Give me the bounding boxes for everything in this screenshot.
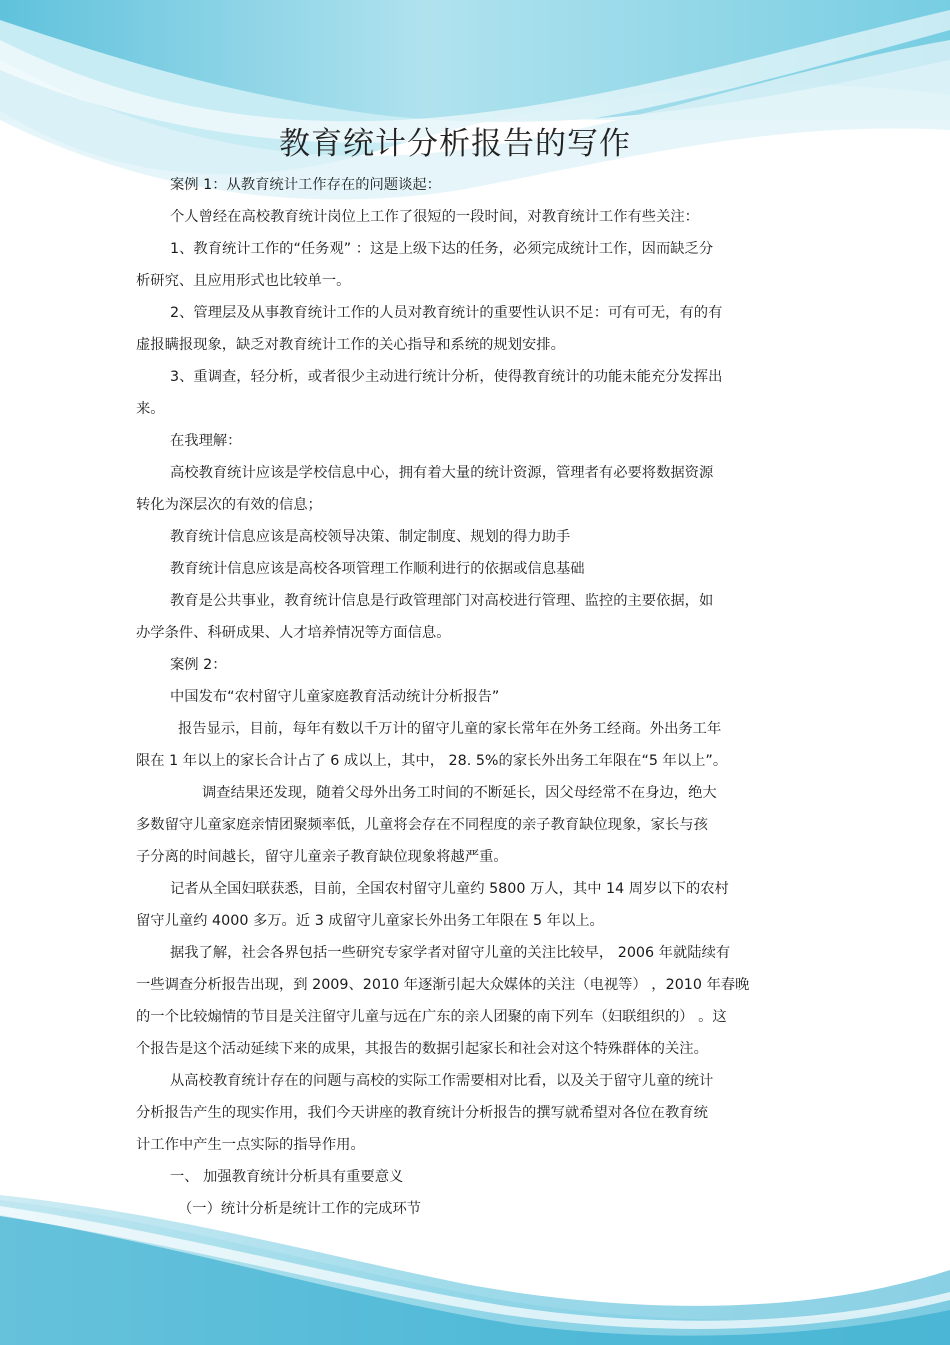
text-line: 多数留守儿童家庭亲情团聚频率低，儿童将会存在不同程度的亲子教育缺位现象，家长与孩 xyxy=(136,817,708,833)
text-line: 3、重调查，轻分析，或者很少主动进行统计分析，使得教育统计的功能未能充分发挥出 xyxy=(170,369,723,385)
text-line: 教育统计信息应该是高校领导决策、制定制度、规划的得力助手 xyxy=(170,529,571,545)
text-line: 教育统计信息应该是高校各项管理工作顺利进行的依据或信息基础 xyxy=(170,561,585,577)
text-line: 子分离的时间越长，留守儿童亲子教育缺位现象将越严重。 xyxy=(136,849,508,865)
top-wave xyxy=(0,0,950,199)
text-line: 2、管理层及从事教育统计工作的人员对教育统计的重要性认识不足：可有可无，有的有 xyxy=(170,305,723,321)
section-heading: 一、 加强教育统计分析具有重要意义 xyxy=(170,1169,404,1185)
text-line: 报告显示，目前，每年有数以千万计的留守儿童的家长常年在外务工经商。外出务工年 xyxy=(178,721,722,737)
text-line: 来。 xyxy=(136,401,165,417)
text-line: 留守儿童约 4000 多万。近 3 成留守儿童家长外出务工年限在 5 年以上。 xyxy=(136,913,604,929)
text-line: 据我了解，社会各界包括一些研究专家学者对留守儿童的关注比较早， 2006 年就陆续有 xyxy=(170,945,731,961)
text-line: 的一个比较煽情的节目是关注留守儿童与远在广东的亲人团聚的南下列车（妇联组织的） 。这 xyxy=(136,1009,727,1025)
text-line: 从高校教育统计存在的问题与高校的实际工作需要相对比看，以及关于留守儿童的统计 xyxy=(170,1073,714,1089)
text-line: 限在 1 年以上的家长合计占了 6 成以上，其中， 28. 5%的家长外出务工年限在“5 年以上”。 xyxy=(136,753,728,769)
text-line: 案例 2： xyxy=(170,657,227,673)
text-line: 个报告是这个活动延续下来的成果，其报告的数据引起家长和社会对这个特殊群体的关注。 xyxy=(136,1041,708,1057)
bottom-wave xyxy=(0,1195,950,1345)
text-line: 分析报告产生的现实作用，我们今天讲座的教育统计分析报告的撰写就希望对各位在教育统 xyxy=(136,1105,708,1121)
text-line: 虚报瞒报现象，缺乏对教育统计工作的关心指导和系统的规划安排。 xyxy=(136,337,565,353)
text-line: 办学条件、科研成果、人才培养情况等方面信息。 xyxy=(136,625,451,641)
text-line: 1、教育统计工作的“任务观” ：这是上级下达的任务，必须完成统计工作，因而缺乏分 xyxy=(170,241,714,257)
text-line: 高校教育统计应该是学校信息中心，拥有着大量的统计资源，管理者有必要将数据资源 xyxy=(170,465,714,481)
page-title: 教育统计分析报告的写作 xyxy=(279,126,631,162)
text-line: 一些调查分析报告出现，到 2009、2010 年逐渐引起大众媒体的关注（电视等） ，2010 年春晚 xyxy=(136,977,750,993)
text-line: 中国发布“农村留守儿童家庭教育活动统计分析报告” xyxy=(170,689,500,705)
text-line: 案例 1：从教育统计工作存在的问题谈起： xyxy=(170,177,441,193)
text-line: 教育是公共事业，教育统计信息是行政管理部门对高校进行管理、监控的主要依据，如 xyxy=(170,593,714,609)
text-line: 在我理解： xyxy=(170,433,242,449)
text-line: 析研究、且应用形式也比较单一。 xyxy=(136,273,351,289)
text-line: 调查结果还发现，随着父母外出务工时间的不断延长，因父母经常不在身边，绝大 xyxy=(202,785,717,801)
subsection-heading: （一）统计分析是统计工作的完成环节 xyxy=(178,1201,422,1217)
text-line: 计工作中产生一点实际的指导作用。 xyxy=(136,1137,365,1153)
text-line: 转化为深层次的有效的信息； xyxy=(136,497,322,513)
text-line: 个人曾经在高校教育统计岗位上工作了很短的一段时间，对教育统计工作有些关注： xyxy=(170,209,699,225)
text-line: 记者从全国妇联获悉，目前，全国农村留守儿童约 5800 万人，其中 14 周岁以下的农村 xyxy=(170,881,729,897)
